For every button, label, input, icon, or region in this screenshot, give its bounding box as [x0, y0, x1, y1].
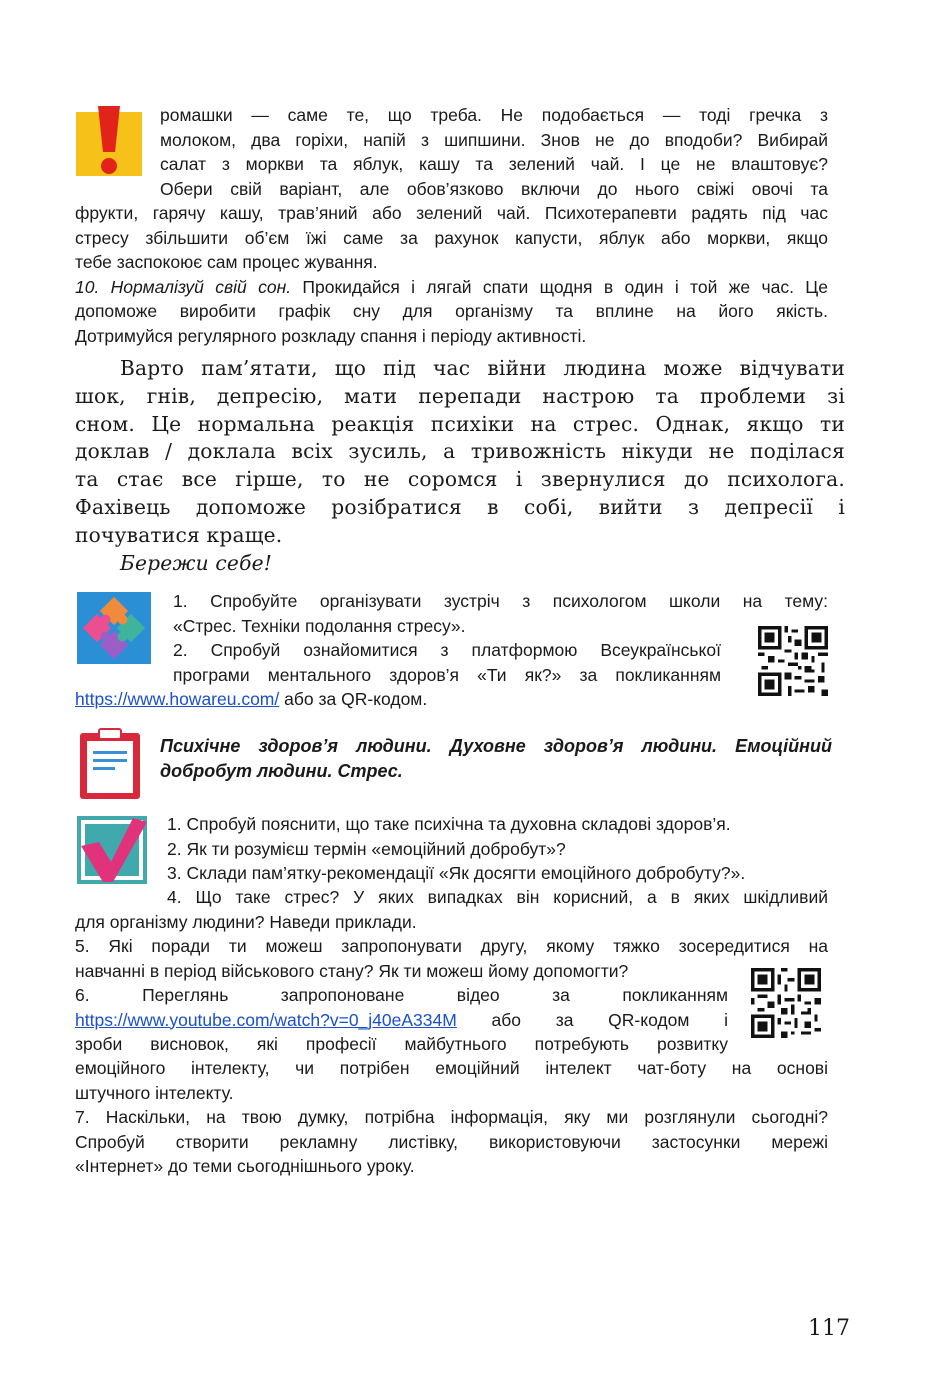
- main-paragraph-line: Фахівець допоможе розібратися в собі, вийти з депресії і: [75, 494, 845, 519]
- youtube-link[interactable]: https://www.youtube.com/watch?v=0_j40eA334M: [75, 1009, 457, 1030]
- warning-line: тебе заспокоює сам процес жування.: [75, 252, 378, 272]
- keywords-line: Психічне здоров’я людини. Духовне здоров’я людини. Емоційний: [160, 736, 832, 756]
- warning-line: Обери свій варіант, але обов’язково включи до нього свіжі овочі та: [160, 178, 828, 199]
- question-7: 7. Наскільки, на твою думку, потрібна інформація, яку ми розглянули сьогодні?: [75, 1107, 828, 1127]
- tip-10-line: Дотримуйся регулярного розкладу спання і періоду активності.: [75, 325, 587, 346]
- exclamation-warning-icon: [76, 106, 142, 180]
- project-item-2-cont: програми ментального здоров’я «Ти як?» за покликанням: [173, 664, 721, 685]
- clipboard-keywords-icon: [77, 727, 143, 801]
- project-item-1-cont: «Стрес. Техніки подолання стресу».: [173, 615, 466, 636]
- question-6-cont: емоційного інтелекту, чи потрібен емоційний інтелект чат-боту на основі: [75, 1058, 828, 1078]
- project-item-1: 1. Спробуйте організувати зустріч з психологом школи на тему:: [173, 591, 828, 611]
- qr-code-icon[interactable]: [757, 626, 829, 696]
- tip-10-text: Прокидайся і лягай спати щодня в один і той же час. Це: [291, 276, 828, 297]
- warning-line: молоком, два горіхи, напій з шипшини. Знов не до вподоби? Вибирай: [160, 129, 828, 150]
- qr-code-icon[interactable]: [750, 968, 822, 1038]
- question-6: 6. Переглянь запропоноване відео за покликанням: [75, 985, 728, 1005]
- main-paragraph-line: почуватися краще.: [75, 522, 283, 547]
- question-7-cont: «Інтернет» до теми сьогоднішнього уроку.: [75, 1156, 415, 1176]
- warning-line: ромашки — саме те, що треба. Не подобається — тоді гречка з: [160, 105, 828, 125]
- main-paragraph-line: сном. Це нормальна реакція психіки на стрес. Однак, якщо ти: [75, 411, 845, 436]
- tip-10-title: 10. Нормалізуй свій сон.: [75, 276, 292, 297]
- question-1: 1. Спробуй пояснити, що таке психічна та духовна складові здоров’я.: [167, 814, 731, 834]
- warning-line: салат з моркви та яблук, кашу та зелений чай. І це не влаштовує?: [160, 154, 828, 174]
- question-6-cont: зроби висновок, які професії майбутнього потребують розвитку: [75, 1034, 728, 1054]
- checkmark-questions-icon: [77, 816, 147, 884]
- question-4-cont: для організму людини? Наведи приклади.: [75, 911, 417, 932]
- main-paragraph-line: доклав / доклала всіх зусиль, а тривожність нікуди не поділася: [75, 439, 845, 464]
- question-6-tail: або за QR-кодом і: [491, 1009, 728, 1030]
- main-paragraph-line: шок, гнів, депресію, мати перепади настрою та проблеми зі: [75, 383, 845, 408]
- question-6-link-line: [75, 1008, 728, 1033]
- main-paragraph-line: Варто пам’ятати, що під час війни людина може відчувати: [120, 356, 845, 380]
- question-6-cont: штучного інтелекту.: [75, 1082, 234, 1103]
- project-item-2: 2. Спробуй ознайомитися з платформою Всеукраїнської: [173, 640, 721, 660]
- tip-10: [75, 275, 828, 300]
- question-7-cont: Спробуй створити рекламну листівку, використовуючи застосунки мережі: [75, 1131, 828, 1152]
- warning-line: фрукти, гарячу кашу, трав’яний або зелений чай. Психотерапевти радять під час: [75, 203, 828, 223]
- question-5-cont: навчанні в період військового стану? Як ти можеш йому допомогти?: [75, 960, 629, 981]
- puzzle-project-icon: [77, 592, 151, 664]
- howareu-link[interactable]: https://www.howareu.com/: [75, 689, 280, 709]
- question-2: 2. Як ти розумієш термін «емоційний добробут»?: [167, 838, 566, 859]
- main-paragraph-line: та стає все гірше, то не соромся і звернулися до психолога.: [75, 467, 845, 492]
- question-4: 4. Що таке стрес? У яких випадках він корисний, а в яких шкідливий: [167, 887, 828, 907]
- question-3: 3. Склади пам’ятку-рекомендації «Як досягти емоційного добробуту?».: [167, 863, 746, 883]
- warning-line: стресу збільшити об’єм їжі саме за рахунок капусти, яблук або моркви, якщо: [75, 227, 828, 248]
- project-item-2-tail: або за QR-кодом.: [279, 689, 428, 709]
- tip-10-line: допоможе виробити графік сну для організму та вплине на його якість.: [75, 301, 828, 321]
- page-number: 117: [808, 1316, 850, 1341]
- question-5: 5. Які поради ти можеш запропонувати другу, якому тяжко зосередитися на: [75, 936, 828, 956]
- keywords-line: добробут людини. Стрес.: [160, 761, 403, 781]
- closing-phrase: Бережи себе!: [120, 550, 273, 575]
